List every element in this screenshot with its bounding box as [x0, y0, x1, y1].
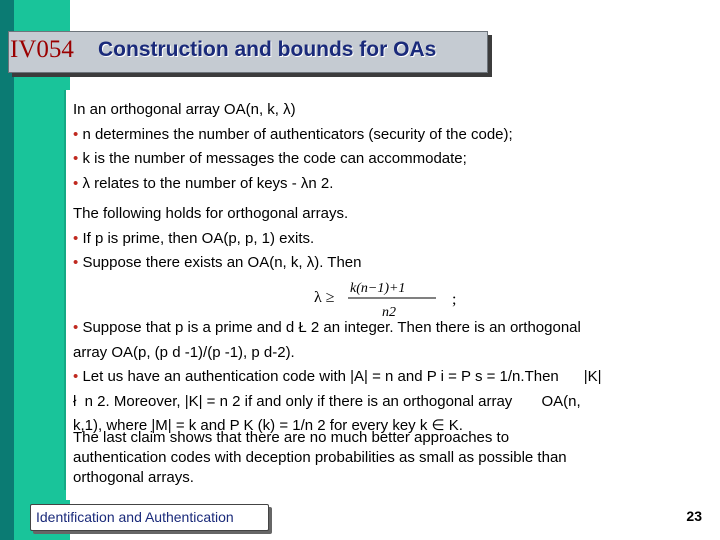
formula-lhs: λ ≥ [314, 289, 335, 306]
footer-label: Identification and Authentication [36, 509, 234, 525]
claims-bullet-2 [73, 365, 602, 390]
intro-bullet-1 [73, 123, 513, 148]
bullet-marker: • [73, 319, 79, 336]
bullet-text: Suppose that p is a prime and d Ł 2 an integer. Then there is an orthogonal [82, 319, 581, 336]
slide-code: IV054 [10, 36, 74, 63]
sidebar-dark-stripe [0, 0, 14, 540]
intro-block [73, 98, 513, 196]
bullet-text: Let us have an authentication code with |A| = n and P i = P s = 1/n.Then |K| [82, 368, 602, 385]
intro-line: In an orthogonal array OA(n, k, λ) [73, 101, 296, 118]
bullet-marker: • [73, 174, 79, 192]
slide-title: Construction and bounds for OAs [98, 38, 437, 61]
holds-bullet-2 [73, 251, 361, 276]
bullet-text: If p is prime, then OA(p, p, 1) exits. [82, 229, 315, 247]
bullet-marker: • [73, 125, 79, 143]
claims-block [73, 316, 602, 439]
intro-bullet-3 [73, 172, 513, 197]
bullet-text: λ relates to the number of keys - λn 2. [82, 174, 334, 192]
claims-bullet-1 [73, 316, 602, 341]
conclusion-line: The last claim shows that there are no much better approaches to [73, 429, 510, 446]
holds-line: The following holds for orthogonal arrays. [73, 205, 349, 222]
formula-numerator: k(n−1)+1 [350, 281, 406, 296]
conclusion-line: orthogonal arrays. [73, 469, 194, 486]
bullet-marker: • [73, 229, 79, 247]
sidebar-light-stripe [14, 0, 70, 540]
formula-end: ; [452, 291, 457, 308]
bullet-marker: • [73, 254, 79, 271]
bullet-text: n determines the number of authenticators (security of the code); [82, 125, 513, 143]
formula-denominator: n2 [382, 305, 396, 320]
claims-line: array OA(p, (p d -1)/(p -1), p d-2). [73, 343, 295, 361]
bullet-text: k is the number of messages the code can accommodate; [82, 150, 467, 167]
conclusion-line: authentication codes with deception probabilities as small as possible than [73, 449, 567, 466]
conclusion-block [73, 428, 567, 488]
intro-bullet-2 [73, 147, 513, 172]
bullet-marker: • [73, 150, 79, 167]
bullet-marker: • [73, 368, 79, 385]
page-number: 23 [686, 508, 702, 524]
bound-formula [314, 274, 464, 322]
holds-bullet-1 [73, 227, 361, 252]
holds-block [73, 202, 361, 276]
bullet-text: Suppose there exists an OA(n, k, λ). Then [82, 254, 362, 271]
claims-line: ł n 2. Moreover, |K| = n 2 if and only if there is an orthogonal array OA(n, [73, 392, 581, 410]
claims-line: k,1), where |M| = k and P K (k) = 1/n 2 for every key k ∈ K. [73, 417, 463, 434]
